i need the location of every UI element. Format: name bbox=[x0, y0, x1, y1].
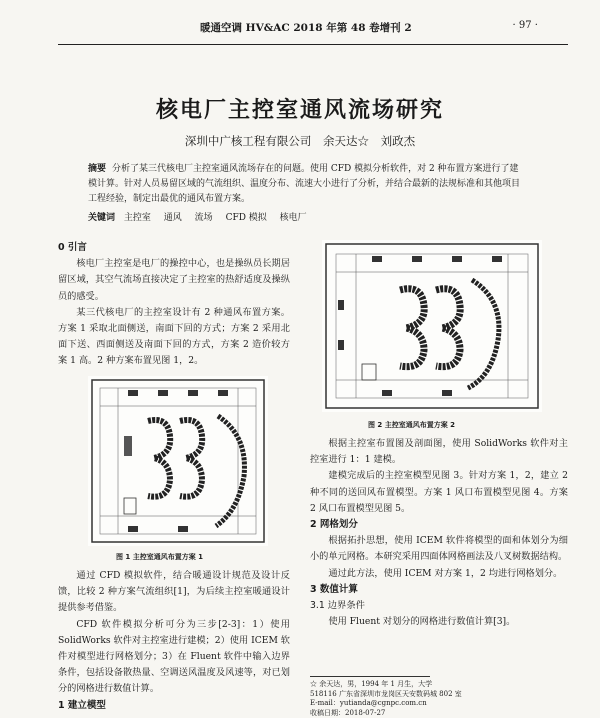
paragraph: 根据拓扑思想，使用 ICEM 软件将模型的面和体划分为细小的单元网格。本研究采用四面体网格画法及八叉树数据结构。 bbox=[310, 533, 568, 565]
footnote-line: 518116 广东省深圳市龙岗区天安数码城 802 室 bbox=[310, 690, 568, 700]
figure-2-caption: 图 2 主控室通风布置方案 2 bbox=[368, 420, 455, 430]
keyword: 流场 bbox=[195, 213, 213, 223]
paragraph: 根据主控室布置图及剖面图，使用 SolidWorks 软件对主控室进行 1：1 建模。 bbox=[310, 436, 568, 468]
left-column-top bbox=[58, 240, 290, 370]
keyword: 核电厂 bbox=[280, 213, 307, 223]
paragraph: 核电厂主控室是电厂的操控中心，也是操纵员长期居留区域，其空气流场直接决定了主控室的热舒适度及操纵员的感受。 bbox=[58, 256, 290, 305]
footnote-line: ☆ 余天达，男，1994 年 1 月生，大学 bbox=[310, 680, 568, 690]
section-heading-2: 2 网格划分 bbox=[310, 517, 568, 533]
paragraph: 通过 CFD 模拟软件，结合暖通设计规范及设计反馈，比较 2 种方案气流组织[1]，为后续主控室暖通设计提供参考借鉴。 bbox=[58, 568, 290, 617]
figure-1-floor-plan bbox=[88, 376, 268, 546]
keyword: 主控室 bbox=[124, 213, 151, 223]
paragraph: CFD 软件模拟分析可分为三步[2-3]：1）使用 SolidWorks 软件对主控室进行建模；2）使用 ICEM 软件对模型进行网格划分；3）在 Fluent 软件中输入边界条件，包括设备散热量、空调送风温度及风速等，对已划分的网格进行数值计算。 bbox=[58, 617, 290, 698]
paper-title: 核电厂主控室通风流场研究 bbox=[0, 93, 600, 124]
keywords-label: 关键词 bbox=[88, 213, 115, 223]
section-heading-intro: 0 引言 bbox=[58, 240, 290, 256]
keyword: CFD 模拟 bbox=[226, 213, 267, 223]
header-rule bbox=[58, 44, 568, 45]
abstract bbox=[88, 162, 520, 207]
author-1: 余天达☆ bbox=[323, 134, 369, 148]
abstract-text: 分析了某三代核电厂主控室通风流场存在的问题。使用 CFD 模拟分析软件，对 2 种布置方案进行了建模计算。针对人员易留区域的气流组织、温度分布、流速大小进行了分析，并结合最新的法规标准和其他项目工程经验，制定出最优的通风布置方案。 bbox=[88, 164, 520, 204]
affiliation: 深圳中广核工程有限公司 bbox=[185, 134, 312, 148]
author-footnote bbox=[310, 680, 568, 718]
subsection-heading-3-1: 3.1 边界条件 bbox=[310, 598, 568, 614]
paragraph: 使用 Fluent 对划分的网格进行数值计算[3]。 bbox=[310, 614, 568, 630]
section-heading-1: 1 建立模型 bbox=[58, 698, 290, 714]
journal-name: 暖通空调 HV&AC 2018 年第 48 卷增刊 2 bbox=[200, 20, 412, 35]
paragraph: 建模完成后的主控室模型见图 3。针对方案 1，2，建立 2 种不同的送回风布置模型。方案 1 风口布置模型见图 4。方案 2 风口布置模型见图 5。 bbox=[310, 468, 568, 517]
left-column-bottom bbox=[58, 568, 290, 714]
section-heading-3: 3 数值计算 bbox=[310, 582, 568, 598]
abstract-label: 摘要 bbox=[88, 164, 106, 174]
figure-2-floor-plan bbox=[322, 240, 542, 412]
figure-1-caption: 图 1 主控室通风布置方案 1 bbox=[116, 552, 203, 562]
footnote-rule bbox=[310, 676, 430, 677]
keyword: 通风 bbox=[164, 213, 182, 223]
running-header bbox=[0, 20, 600, 40]
author-line bbox=[0, 133, 600, 149]
paragraph: 某三代核电厂的主控室设计有 2 种通风布置方案。方案 1 采取北面侧送，南面下回的方式；方案 2 采用北面下送、西面侧送及南面下回的方式，方案 2 造价较方案 1 高。2 种方案布置见图 1，2。 bbox=[58, 305, 290, 370]
paragraph: 通过此方法，使用 ICEM 对方案 1，2 均进行网格划分。 bbox=[310, 566, 568, 582]
footnote-line: E-mail：yutianda@cgnpc.com.cn bbox=[310, 699, 568, 709]
page-number: · 97 · bbox=[513, 20, 538, 31]
footnote-line: 收稿日期：2018-07-27 bbox=[310, 709, 568, 718]
keywords bbox=[88, 210, 520, 223]
author-2: 刘政杰 bbox=[381, 134, 416, 148]
right-column bbox=[310, 436, 568, 630]
